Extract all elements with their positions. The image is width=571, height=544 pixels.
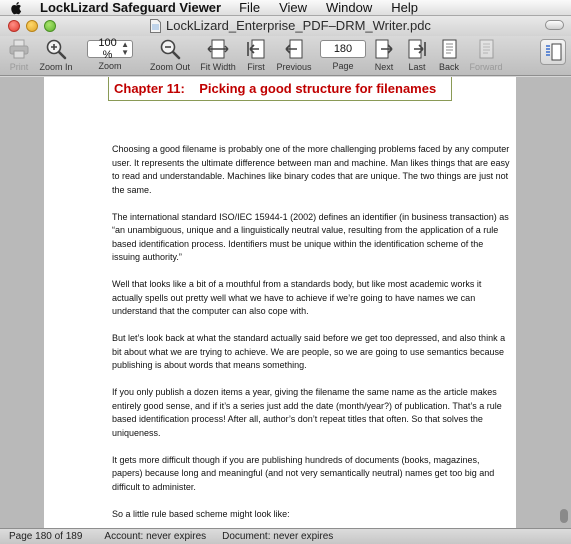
zoom-in-button[interactable] <box>34 38 78 74</box>
page-number-input[interactable]: 180 <box>320 40 366 58</box>
paragraph: So a little rule based scheme might look like: <box>112 508 290 519</box>
document-status: Document: never expires <box>222 531 334 542</box>
last-label: Last <box>408 62 426 72</box>
menu-bar <box>0 0 571 16</box>
paragraph: The international standard ISO/IEC 15944-1 (2002) defines an identifier (in business transaction) as “an unambiguous, unique and a linguistically neutral value, resulting from the application of a rule based identification process. Identifiers must be unique within the identification scheme of the issuing authority.” <box>112 211 509 262</box>
minimize-button[interactable] <box>26 20 38 32</box>
window-title-text: LockLizard_Enterprise_PDF–DRM_Writer.pdc <box>166 18 431 33</box>
forward-icon <box>475 38 497 60</box>
account-status: Account: never expires <box>104 531 207 542</box>
zoom-value: 100 % <box>98 37 117 61</box>
document-icon <box>150 19 161 33</box>
previous-page-button[interactable] <box>272 38 316 74</box>
print-label: Print <box>9 62 29 72</box>
previous-label: Previous <box>276 62 312 72</box>
zoom-in-icon <box>45 38 67 60</box>
next-label: Next <box>374 62 394 72</box>
paragraph: Choosing a good filename is probably one of the more challenging problems faced by any computer user. It represents the ultimate difference between man and machine. Man likes things that are easy to read and understandable. Machines like binary codes that are unique. The two things are just not the same. <box>112 144 510 195</box>
last-page-icon <box>406 38 428 60</box>
menu-help[interactable]: Help <box>391 0 419 15</box>
menu-file[interactable]: File <box>239 0 261 15</box>
next-page-icon <box>373 38 395 60</box>
paragraph: Well that looks like a bit of a mouthful from a standards body, but like most academic works it actually spells out pretty well what we have to achieve if we’re going to have names we can understand that the computer can also cope with. <box>112 279 482 316</box>
sidebar-icon <box>543 42 563 62</box>
back-icon <box>438 38 460 60</box>
window-title <box>150 18 431 33</box>
first-page-icon <box>245 38 267 60</box>
apple-menu-icon[interactable] <box>10 1 24 15</box>
close-button[interactable] <box>8 20 20 32</box>
zoom-out-button[interactable] <box>148 38 192 74</box>
zoom-out-icon <box>159 38 181 60</box>
chapter-heading: Chapter 11: Picking a good structure for filenames <box>108 77 452 101</box>
paragraph: It gets more difficult though if you are publishing hundreds of documents (books, magazines, papers) because long and meaningful (and not very semantically neutral) names get too big and difficult to administer. <box>112 454 495 492</box>
stepper-arrows-icon[interactable]: ▲ ▼ <box>121 40 129 57</box>
vertical-scrollbar[interactable] <box>556 77 571 528</box>
zoom-select[interactable] <box>87 37 133 61</box>
scrollbar-thumb[interactable] <box>560 509 568 523</box>
paragraph: But let’s look back at what the standard actually said before we get too depressed, and also think a bit about what we are trying to achieve. We are people, so we are going to use semantics because publishing is about words that means something. <box>112 333 506 370</box>
document-viewport[interactable] <box>0 77 571 528</box>
forward-button[interactable] <box>464 38 508 74</box>
fit-width-label: Fit Width <box>200 62 236 72</box>
page-body <box>112 143 512 528</box>
back-label: Back <box>438 62 459 72</box>
page-control <box>318 40 368 71</box>
window-controls <box>8 20 56 32</box>
zoom-window-button[interactable] <box>44 20 56 32</box>
zoom-label: Zoom <box>98 61 122 71</box>
fit-width-icon <box>207 38 229 60</box>
zoom-in-label: Zoom In <box>39 62 73 72</box>
menu-view[interactable]: View <box>279 0 308 15</box>
sidebar-toggle-button[interactable] <box>540 39 566 65</box>
first-label: First <box>247 62 265 72</box>
zoom-out-label: Zoom Out <box>149 62 190 72</box>
menu-window[interactable]: Window <box>326 0 373 15</box>
paragraph: If you only publish a dozen items a year, giving the filename the same name as the article makes entirely good sense, and if it’s a series just add the date (month/year?) of publication. That’s a rule based identification process! After all, author’s don’t repeat titles that often. So that solves the uniqueness. <box>112 387 502 438</box>
toolbar <box>0 36 571 76</box>
page-label: Page <box>332 61 354 71</box>
previous-page-icon <box>283 38 305 60</box>
pdf-page <box>44 77 516 528</box>
zoom-control <box>79 37 141 71</box>
forward-label: Forward <box>469 62 503 72</box>
viewer-window <box>0 16 571 544</box>
printer-icon <box>8 38 30 60</box>
app-name-menu[interactable]: LockLizard Safeguard Viewer <box>40 0 222 15</box>
status-bar <box>0 528 571 544</box>
toolbar-toggle-button[interactable] <box>545 20 564 30</box>
title-bar <box>0 16 571 36</box>
page-count-status: Page 180 of 189 <box>9 531 83 542</box>
